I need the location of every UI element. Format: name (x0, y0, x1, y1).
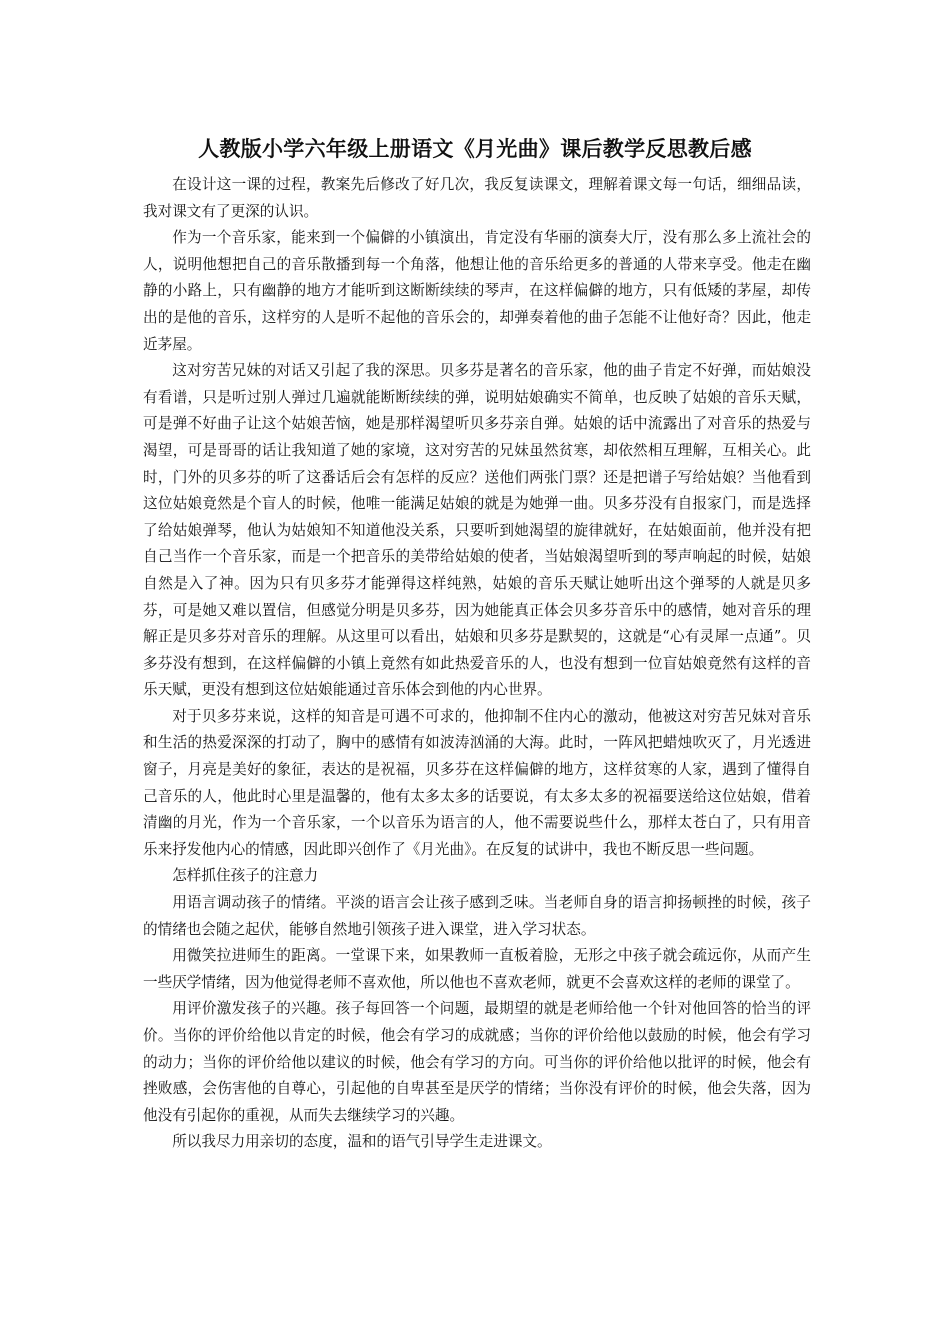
paragraph: 作为一个音乐家，能来到一个偏僻的小镇演出，肯定没有华丽的演奏大厅，没有那么多上流社会的人，说明他想把自己的音乐散播到每一个角落，他想让他的音乐给更多的普通的人带来享受。他走在幽静的小路上，只有幽静的地方才能听到这断断续续的琴声，在这样偏僻的地方，只有低矮的茅屋，却传出的是他的音乐，这样穷的人是听不起他的音乐会的，却弹奏着他的曲子怎能不让他好奇？因此，他走近茅屋。 (143, 229, 811, 353)
paragraph: 在设计这一课的过程，教案先后修改了好几次，我反复读课文，理解着课文每一句话，细细品读，我对课文有了更深的认识。 (143, 176, 811, 220)
paragraph: 对于贝多芬来说，这样的知音是可遇不可求的，他抑制不住内心的激动，他被这对穷苦兄妹对音乐和生活的热爱深深的打动了，胸中的感情有如波涛汹涌的大海。此时，一阵风把蜡烛吹灭了，月光透进窗子，月亮是美好的象征，表达的是祝福，贝多芬在这样偏僻的地方，这样贫寒的人家，遇到了懂得自己音乐的人，他此时心里是温馨的，他有太多太多的话要说，有太多太多的祝福要送给这位姑娘，借着清幽的月光，作为一个音乐家，一个以音乐为语言的人，他不需要说些什么，那样太苍白了，只有用音乐来抒发他内心的情感，因此即兴创作了《月光曲》。在反复的试讲中，我也不断反思一些问题。 (143, 707, 811, 858)
paragraph: 这对穷苦兄妹的对话又引起了我的深思。贝多芬是著名的音乐家，他的曲子肯定不好弹，而姑娘没有看谱，只是听过别人弹过几遍就能断断续续的弹，说明姑娘确实不简单，也反映了姑娘的音乐天赋，可是弹不好曲子让这个姑娘苦恼，她是那样渴望听贝多芬亲自弹。姑娘的话中流露出了对音乐的热爱与渴望，可是哥哥的话让我知道了她的家境，这对穷苦的兄妹虽然贫寒，却依然相互理解，互相关心。此时，门外的贝多芬的听了这番话后会有怎样的反应？送他们两张门票？还是把谱子写给姑娘？当他看到这位姑娘竟然是个盲人的时候，他唯一能满足姑娘的就是为她弹一曲。贝多芬没有自报家门，而是选择了给姑娘弹琴，他认为姑娘知不知道他没关系，只要听到她渴望的旋律就好，在姑娘面前，他并没有把自己当作一个音乐家，而是一个把音乐的美带给姑娘的使者，当姑娘渴望听到的琴声响起的时候，姑娘自然是入了神。因为只有贝多芬才能弹得这样纯熟，姑娘的音乐天赋让她听出这个弹琴的人就是贝多芬，可是她又难以置信，但感觉分明是贝多芬，因为她能真正体会贝多芬音乐中的感情，她对音乐的理解正是贝多芬对音乐的理解。从这里可以看出，姑娘和贝多芬是默契的，这就是“心有灵犀一点通”。贝多芬没有想到，在这样偏僻的小镇上竟然有如此热爱音乐的人，也没有想到一位盲姑娘竟然有这样的音乐天赋，更没有想到这位姑娘能通过音乐体会到他的内心世界。 (143, 362, 811, 699)
section-heading: 怎样抓住孩子的注意力 (172, 867, 319, 885)
document-body (143, 172, 811, 1156)
paragraph: 用微笑拉进师生的距离。一堂课下来，如果教师一直板着脸，无形之中孩子就会疏远你，从而产生一些厌学情绪，因为他觉得老师不喜欢他，所以他也不喜欢老师，就更不会喜欢这样的老师的课堂了。 (143, 947, 811, 991)
document-title: 人教版小学六年级上册语文《月光曲》课后教学反思教后感 (198, 136, 752, 162)
paragraph: 用语言调动孩子的情绪。平淡的语言会让孩子感到乏味。当老师自身的语言抑扬顿挫的时候，孩子的情绪也会随之起伏，能够自然地引领孩子进入课堂，进入学习状态。 (143, 894, 811, 938)
paragraph: 用评价激发孩子的兴趣。孩子每回答一个问题，最期望的就是老师给他一个针对他回答的恰当的评价。当你的评价给他以肯定的时候，他会有学习的成就感；当你的评价给他以鼓励的时候，他会有学习的动力；当你的评价给他以建议的时候，他会有学习的方向。可当你的评价给他以批评的时候，他会有挫败感，会伤害他的自尊心，引起他的自卑甚至是厌学的情绪；当你没有评价的时候，他会失落，因为他没有引起你的重视，从而失去继续学习的兴趣。 (143, 1000, 811, 1124)
paragraph: 所以我尽力用亲切的态度，温和的语气引导学生走进课文。 (172, 1133, 552, 1151)
